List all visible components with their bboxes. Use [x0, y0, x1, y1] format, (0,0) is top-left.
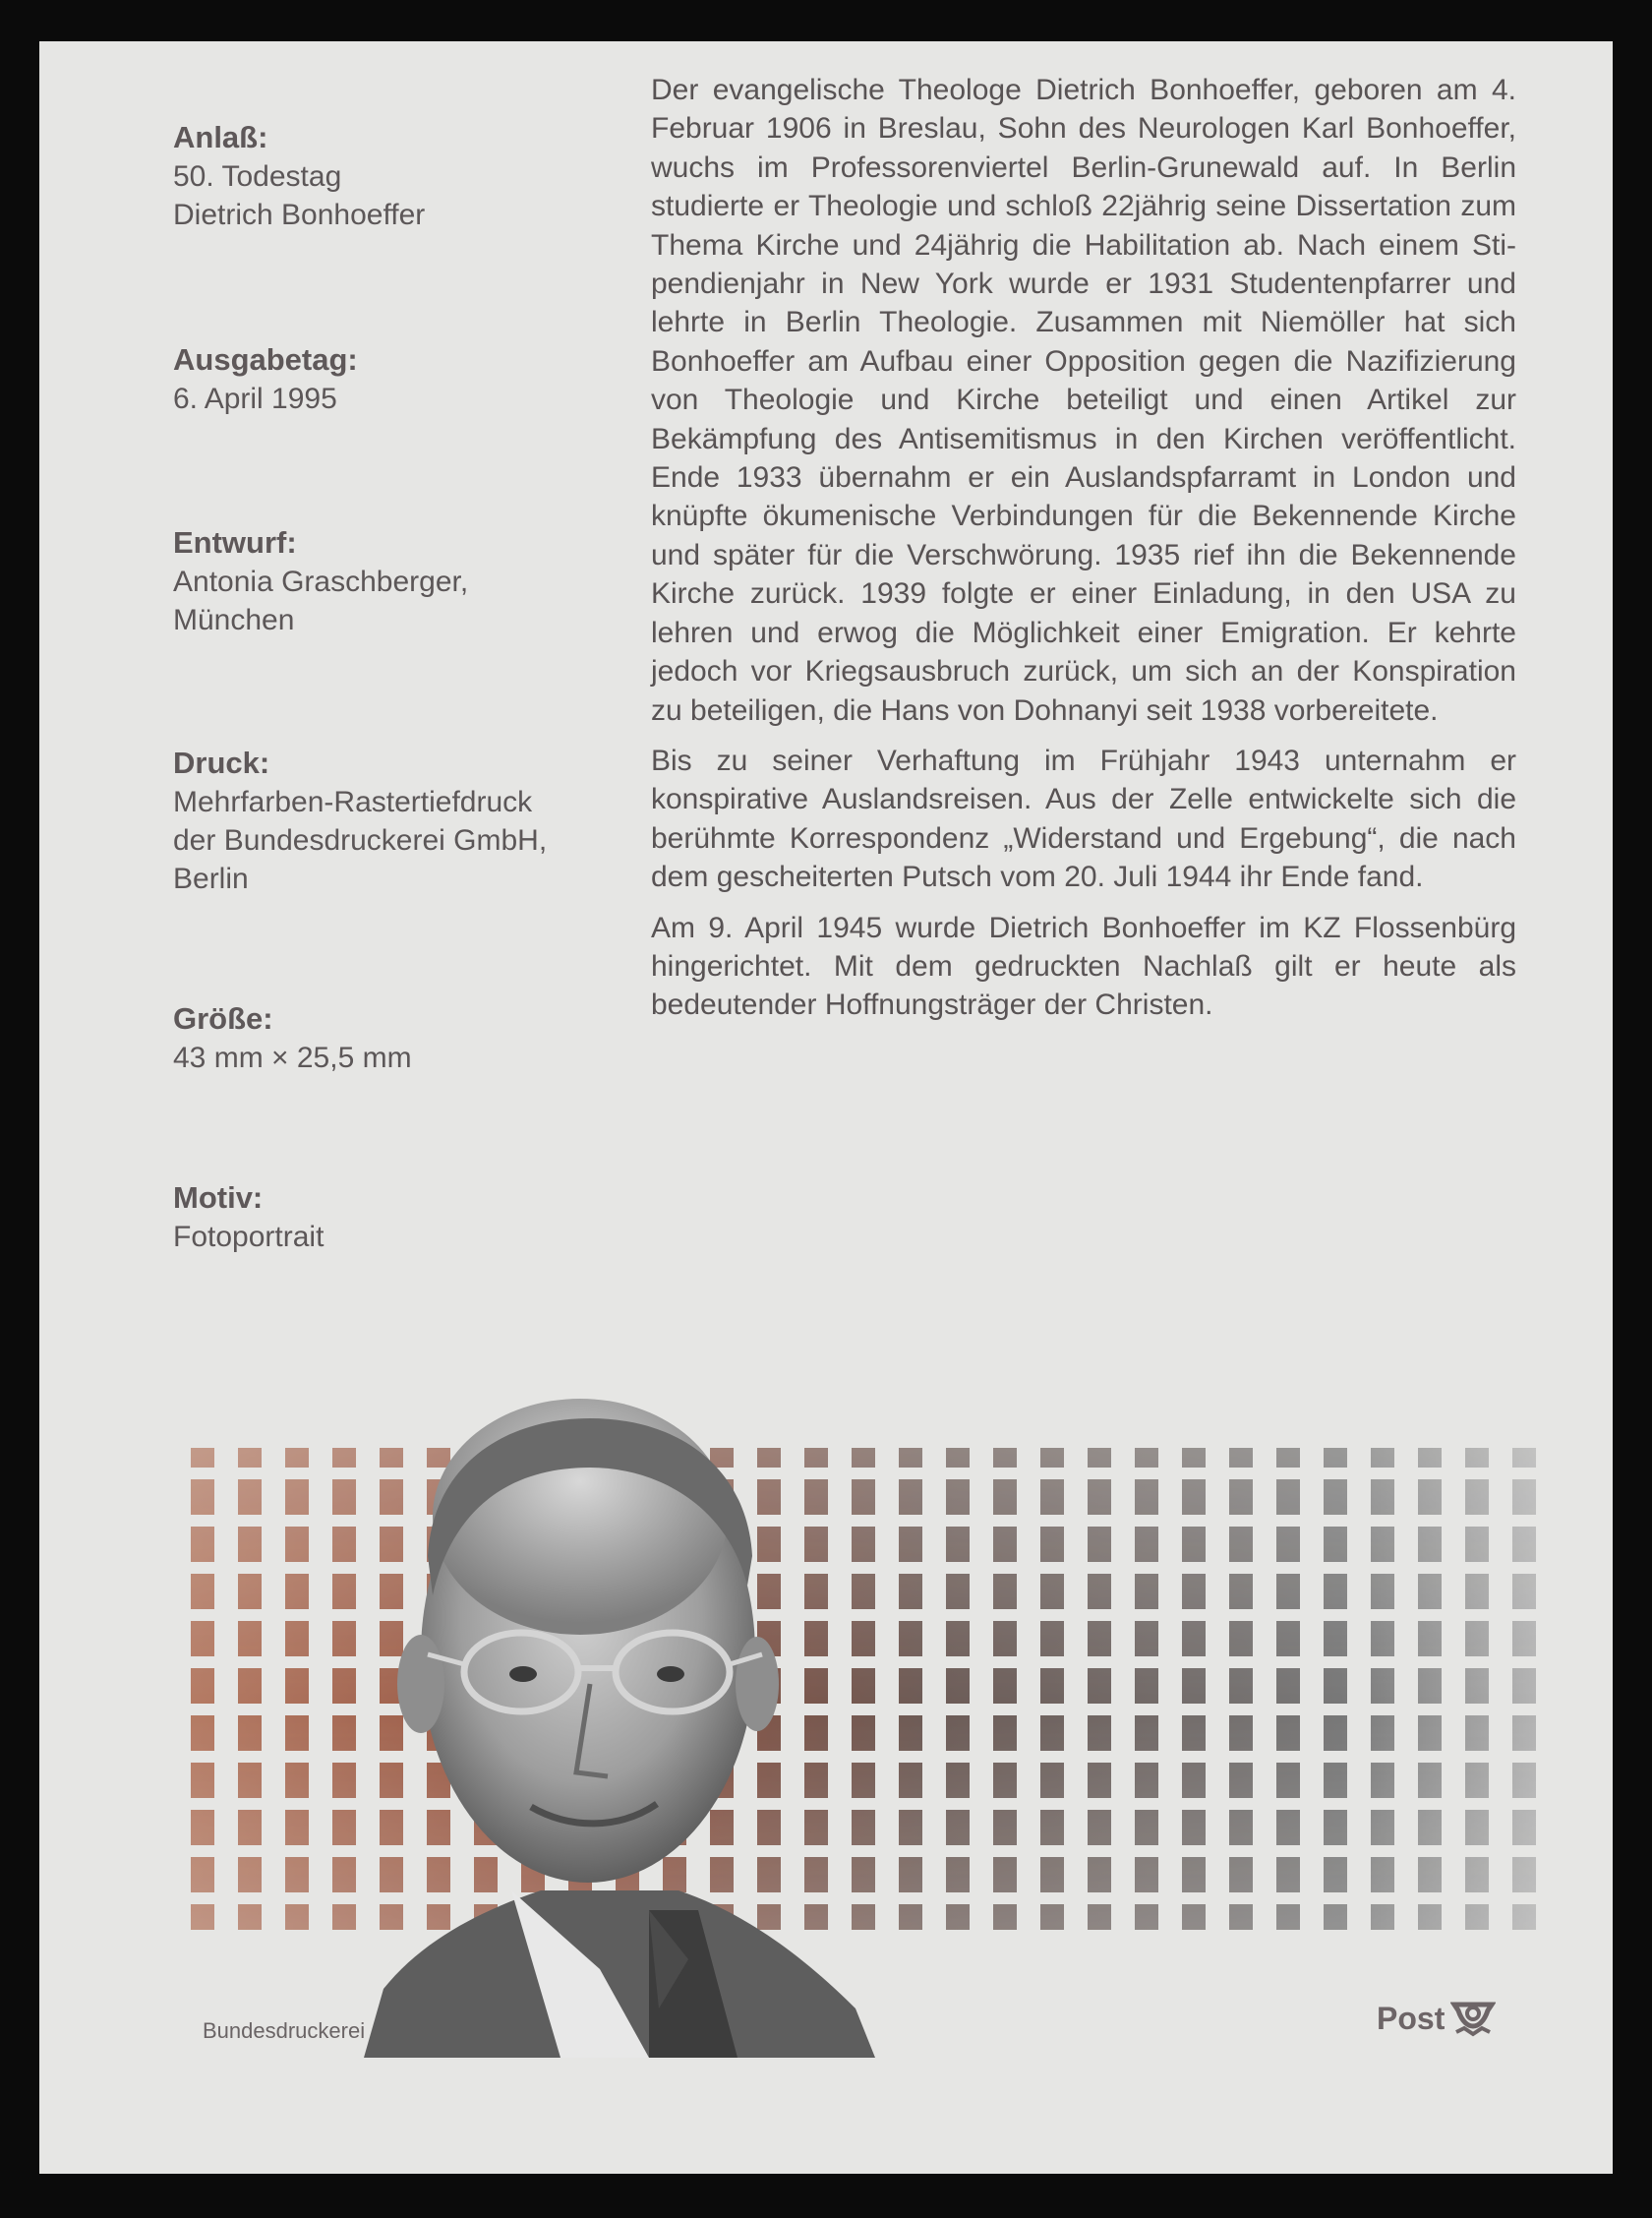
detail-anlass	[173, 118, 665, 234]
detail-label: Motiv:	[173, 1180, 264, 1215]
detail-groesse	[173, 999, 665, 1077]
detail-value: Fotoportrait	[173, 1221, 324, 1253]
deutsche-post-logo	[1377, 1999, 1496, 2038]
detail-druck	[173, 744, 665, 898]
detail-value: 6. April 1995	[173, 383, 337, 415]
detail-label: Druck:	[173, 746, 270, 780]
biography-paragraph-3: Am 9. April 1945 wurde Dietrich Bonhoeffer im KZ Flossenbürg hingerichtet. Mit dem gedruckten Nachlaß gilt er heute als bedeutender Hoffnungsträger der Christen.	[651, 911, 1516, 1022]
detail-ausgabetag	[173, 340, 665, 418]
biography-paragraph-2: Bis zu seiner Verhaftung im Frühjahr 1943 unternahm er konspirative Auslandsreisen. Aus der Zelle entwickelte sich die berühmte Korrespondenz „Widerstand und Ergebung“, die nach dem gescheiterten Putsch vom 20. Juli 1944 ihr Ende fand.	[651, 744, 1516, 894]
detail-label: Entwurf:	[173, 525, 297, 560]
posthorn-icon	[1450, 1999, 1496, 2038]
stamp-artwork	[187, 1359, 1544, 2058]
detail-value: Mehrfarben-Rastertiefdruck der Bundesdruckerei GmbH, Berlin	[173, 786, 548, 895]
detail-value: 43 mm × 25,5 mm	[173, 1042, 412, 1074]
detail-value: Antonia Graschberger, München	[173, 566, 469, 636]
stamp-info-sheet	[39, 41, 1613, 2174]
biography-text	[651, 71, 1516, 1037]
woven-grid-background	[187, 1448, 1544, 1930]
biography-paragraph-1: Der evangelische Theologe Dietrich Bonhoeffer, geboren am 4. Februar 1906 in Breslau, Sohn des Neurologen Karl Bonhoeffer, wuchs im Professorenviertel Berlin-Grunewald auf. In Berlin studierte er Theologie und schloß 22jährig seine Dissertation zum Thema Kirche und 24jährig die Habilitation ab. Nach einem Stipendienjahr in New York wurde er 1931 Studentenpfarrer und lehrte in Berlin Theologie. Zusammen mit Niemöller hat sich Bonhoeffer am Aufbau einer Opposition gegen die Nazifizierung von Theologie und Kirche beteiligt und einen Artikel zur Bekämpfung des Antisemitismus in den Kirchen veröffentlicht. Ende 1933 übernahm er ein Auslandspfarramt in London und knüpfte ökumenische Verbindungen für die Bekennende Kirche und später für die Verschwörung. 1935 rief ihn die Bekennende Kirche zurück. 1939 folgte er einer Einladung, in den USA zu lehren und erwog die Möglichkeit einer Emigration. Er kehrte jedoch vor Kriegsausbruch zurück, um sich an der Konspiration zu beteiligen, die Hans von Dohnanyi seit 1938 vorbereitete.	[651, 74, 1516, 727]
detail-motiv	[173, 1178, 665, 1256]
detail-value: 50. Todestag Dietrich Bonhoeffer	[173, 160, 426, 231]
detail-label: Größe:	[173, 1001, 273, 1036]
post-wordmark: Post	[1377, 2000, 1446, 2036]
detail-label: Anlaß:	[173, 120, 268, 154]
detail-label: Ausgabetag:	[173, 342, 358, 377]
printer-credit: Bundesdruckerei	[203, 2018, 366, 2043]
detail-entwurf	[173, 523, 665, 639]
